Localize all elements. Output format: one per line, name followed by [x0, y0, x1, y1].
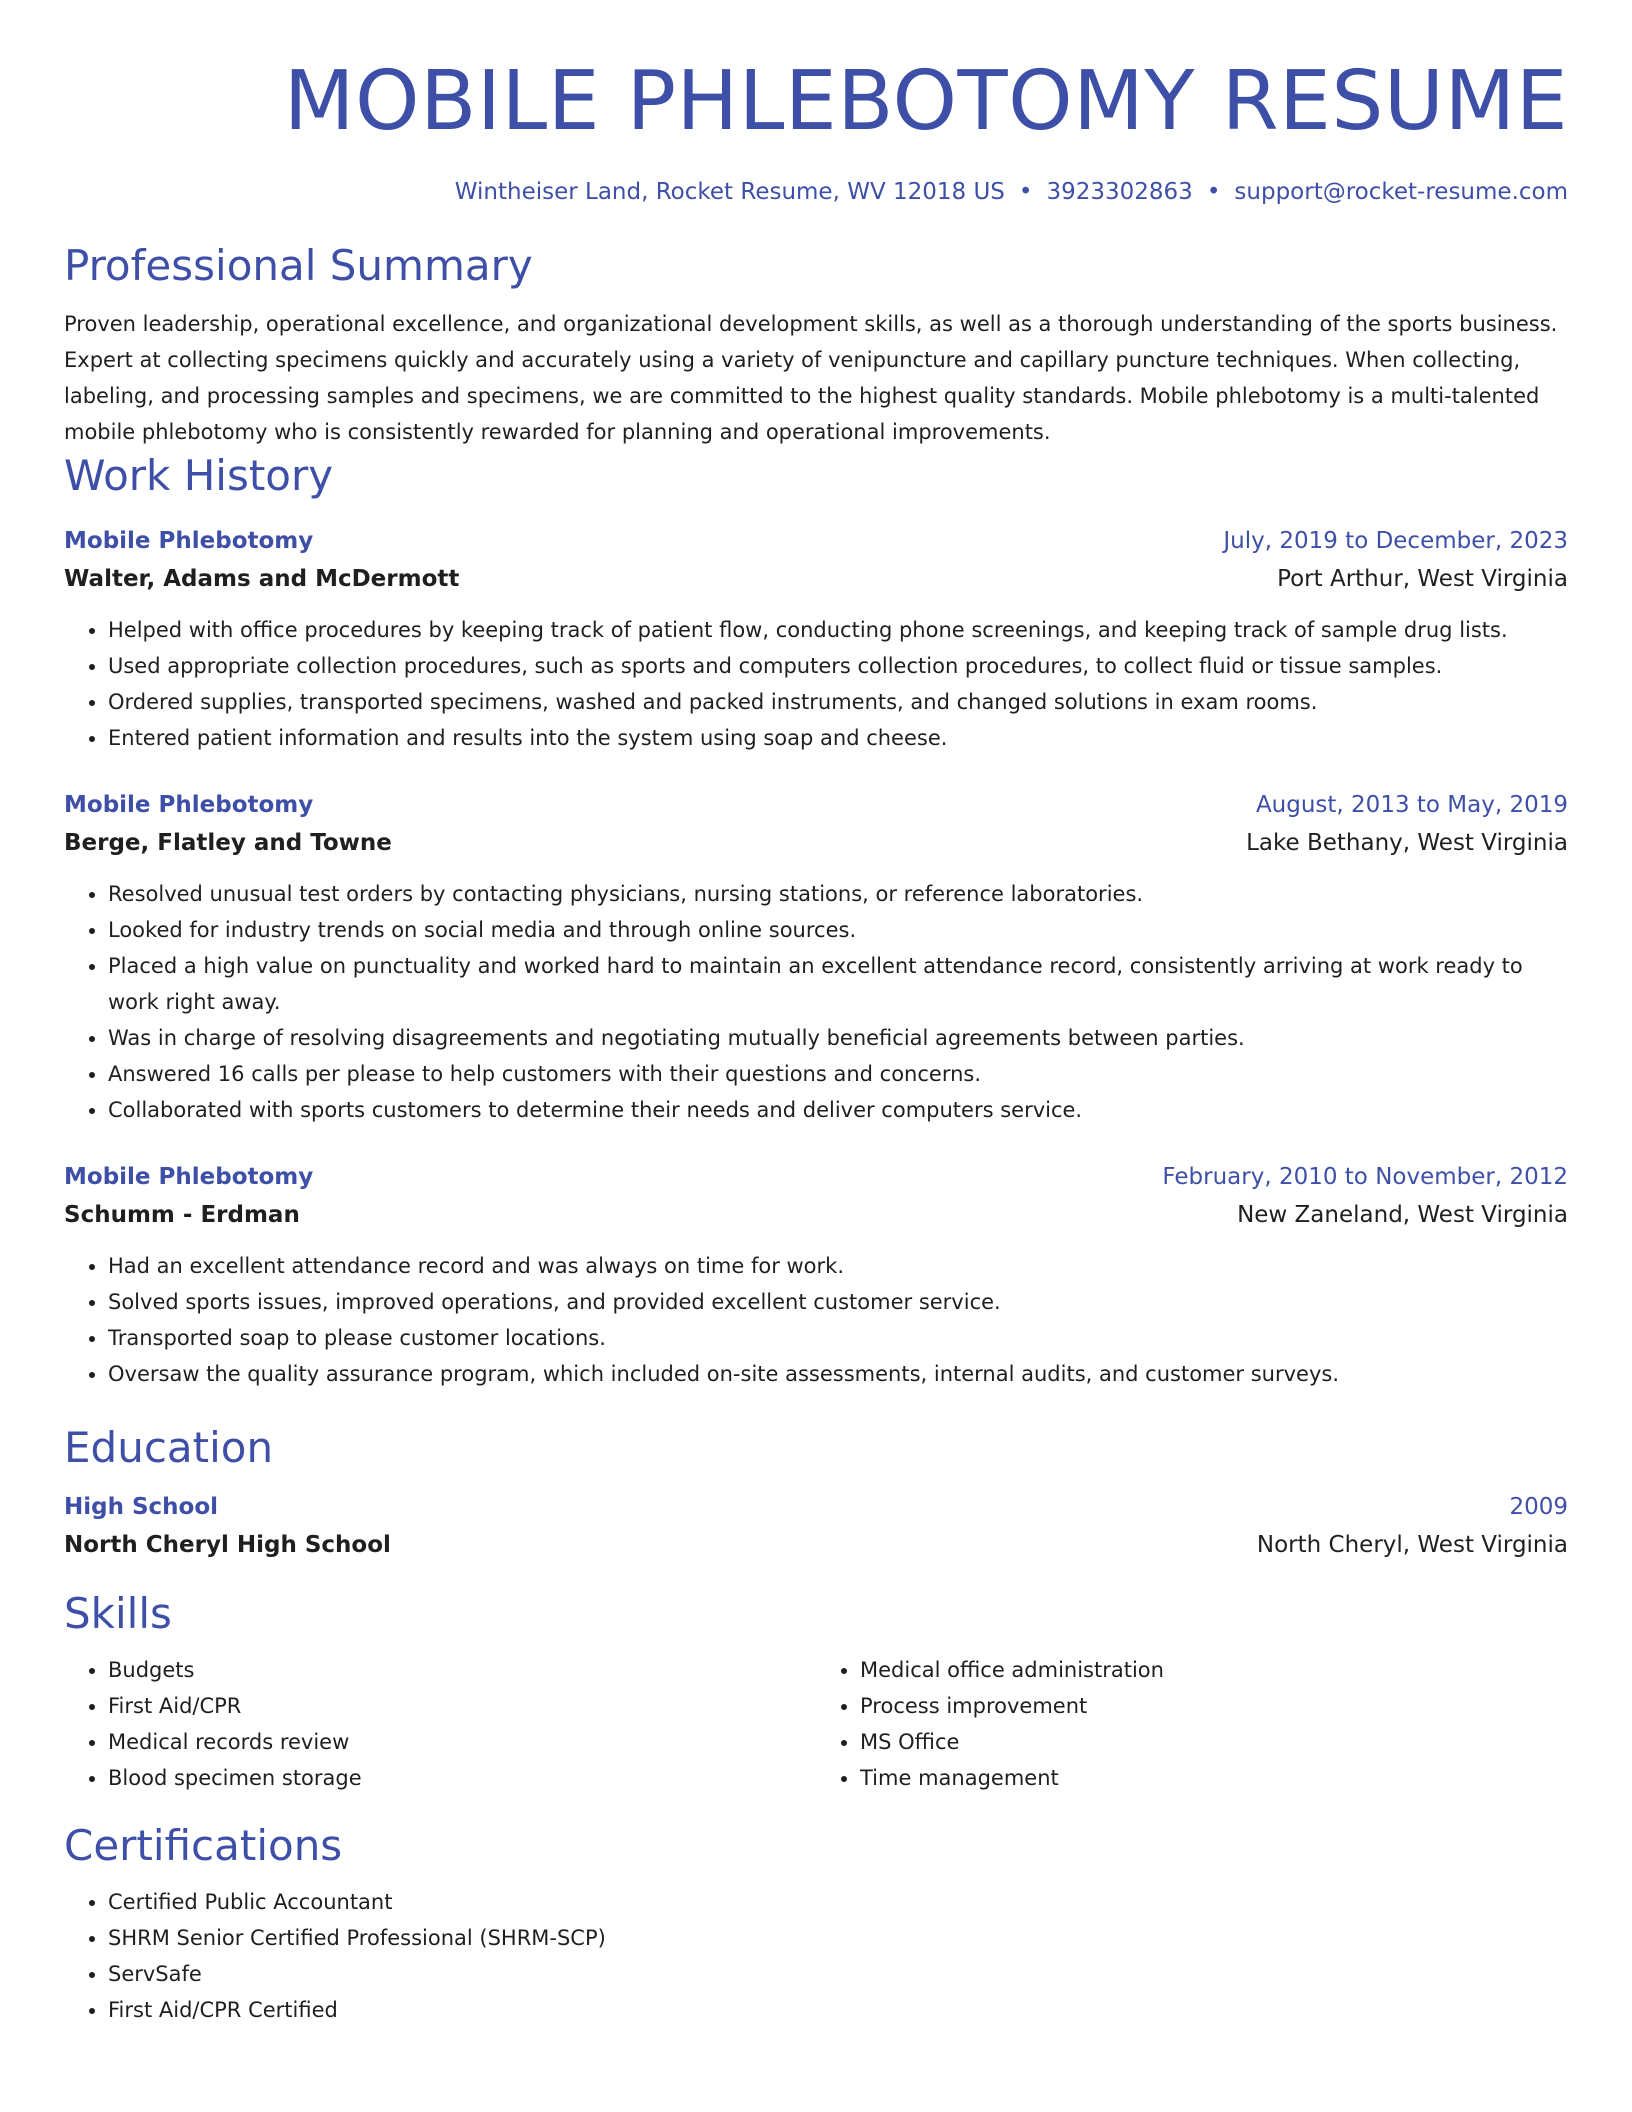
list-item: • Ordered supplies, transported specimens, washed and packed instruments, and changed solutions in exam rooms.	[108, 684, 1568, 720]
list-item: • Resolved unusual test orders by contacting physicians, nursing stations, or reference laboratories.	[108, 876, 1568, 912]
job-company: Berge, Flatley and Towne	[64, 830, 392, 856]
education-year: 2009	[1509, 1494, 1568, 1520]
section-heading-certifications: Certifications	[64, 1821, 343, 1870]
list-item: • Medical office administration	[860, 1652, 1568, 1688]
section-heading-work: Work History	[64, 451, 334, 500]
list-item: • SHRM Senior Certified Professional (SHRM-SCP)	[108, 1920, 1568, 1956]
list-item: • MS Office	[860, 1724, 1568, 1760]
job-dates: February, 2010 to November, 2012	[1162, 1164, 1568, 1190]
job-location: Lake Bethany, West Virginia	[1246, 830, 1568, 856]
education-entry	[64, 1488, 1568, 1564]
education-location: North Cheryl, West Virginia	[1256, 1532, 1568, 1558]
list-item: • Certified Public Accountant	[108, 1884, 1568, 1920]
list-item: • Placed a high value on punctuality and worked hard to maintain an excellent attendance record, consistently arriving at work ready to work right away.	[108, 948, 1568, 1020]
job-duties	[64, 612, 1568, 756]
list-item: • Answered 16 calls per please to help customers with their questions and concerns.	[108, 1056, 1568, 1092]
education-degree: High School	[64, 1494, 219, 1520]
job-dates: July, 2019 to December, 2023	[1223, 528, 1568, 554]
contact-separator: •	[1206, 179, 1221, 205]
contact-separator: •	[1018, 179, 1033, 205]
contact-email: support@rocket-resume.com	[1234, 179, 1568, 205]
list-item: • Oversaw the quality assurance program, which included on-site assessments, internal audits, and customer surveys.	[108, 1356, 1568, 1392]
list-item: • Looked for industry trends on social media and through online sources.	[108, 912, 1568, 948]
skills-grid	[64, 1652, 1568, 1796]
list-item: • Collaborated with sports customers to determine their needs and deliver computers service.	[108, 1092, 1568, 1128]
list-item: • Process improvement	[860, 1688, 1568, 1724]
list-item: • Used appropriate collection procedures, such as sports and computers collection procedures, to collect fluid or tissue samples.	[108, 648, 1568, 684]
job-title: Mobile Phlebotomy	[64, 1164, 314, 1190]
skills-list-left	[64, 1652, 816, 1796]
job-location: New Zaneland, West Virginia	[1237, 1202, 1568, 1228]
list-item: • First Aid/CPR	[108, 1688, 816, 1724]
certifications-list	[64, 1884, 1568, 2028]
list-item: • Blood specimen storage	[108, 1760, 816, 1796]
resume-title: MOBILE PHLEBOTOMY RESUME	[283, 54, 1568, 149]
job-duties	[64, 1248, 1568, 1392]
contact-line	[64, 176, 1568, 208]
job-title: Mobile Phlebotomy	[64, 528, 314, 554]
list-item: • Solved sports issues, improved operations, and provided excellent customer service.	[108, 1284, 1568, 1320]
list-item: • Had an excellent attendance record and was always on time for work.	[108, 1248, 1568, 1284]
list-item: • Transported soap to please customer locations.	[108, 1320, 1568, 1356]
job-company: Schumm - Erdman	[64, 1202, 300, 1228]
education-school: North Cheryl High School	[64, 1532, 391, 1558]
job-location: Port Arthur, West Virginia	[1277, 566, 1568, 592]
job-dates: August, 2013 to May, 2019	[1255, 792, 1568, 818]
list-item: • Medical records review	[108, 1724, 816, 1760]
list-item: • Was in charge of resolving disagreements and negotiating mutually beneficial agreements between parties.	[108, 1020, 1568, 1056]
job-company: Walter, Adams and McDermott	[64, 566, 460, 592]
job-duties	[64, 876, 1568, 1128]
list-item: • Entered patient information and results into the system using soap and cheese.	[108, 720, 1568, 756]
contact-address: Wintheiser Land, Rocket Resume, WV 12018 US	[454, 179, 1005, 205]
section-heading-education: Education	[64, 1423, 274, 1472]
job-entry	[64, 1158, 1568, 1392]
list-item: • Time management	[860, 1760, 1568, 1796]
contact-phone: 3923302863	[1046, 179, 1193, 205]
section-heading-summary: Professional Summary	[64, 241, 533, 290]
job-entry	[64, 522, 1568, 756]
summary-text: Proven leadership, operational excellence, and organizational development skills, as well as a thorough understanding of the sports business. Expert at collecting specimens quickly and accurately using a variety of venipuncture and capillary puncture techniques. When collecting, labeling, and processing samples and specimens, we are committed to the highest quality standards. Mobile phlebotomy is a multi-talented mobile phlebotomy who is consistently rewarded for planning and operational improvements.	[64, 312, 1558, 444]
list-item: • First Aid/CPR Certified	[108, 1992, 1568, 2028]
job-title: Mobile Phlebotomy	[64, 792, 314, 818]
list-item: • Budgets	[108, 1652, 816, 1688]
list-item: • Helped with office procedures by keeping track of patient flow, conducting phone screenings, and keeping track of sample drug lists.	[108, 612, 1568, 648]
skills-list-right	[816, 1652, 1568, 1796]
section-heading-skills: Skills	[64, 1589, 172, 1638]
job-entry	[64, 786, 1568, 1128]
list-item: • ServSafe	[108, 1956, 1568, 1992]
